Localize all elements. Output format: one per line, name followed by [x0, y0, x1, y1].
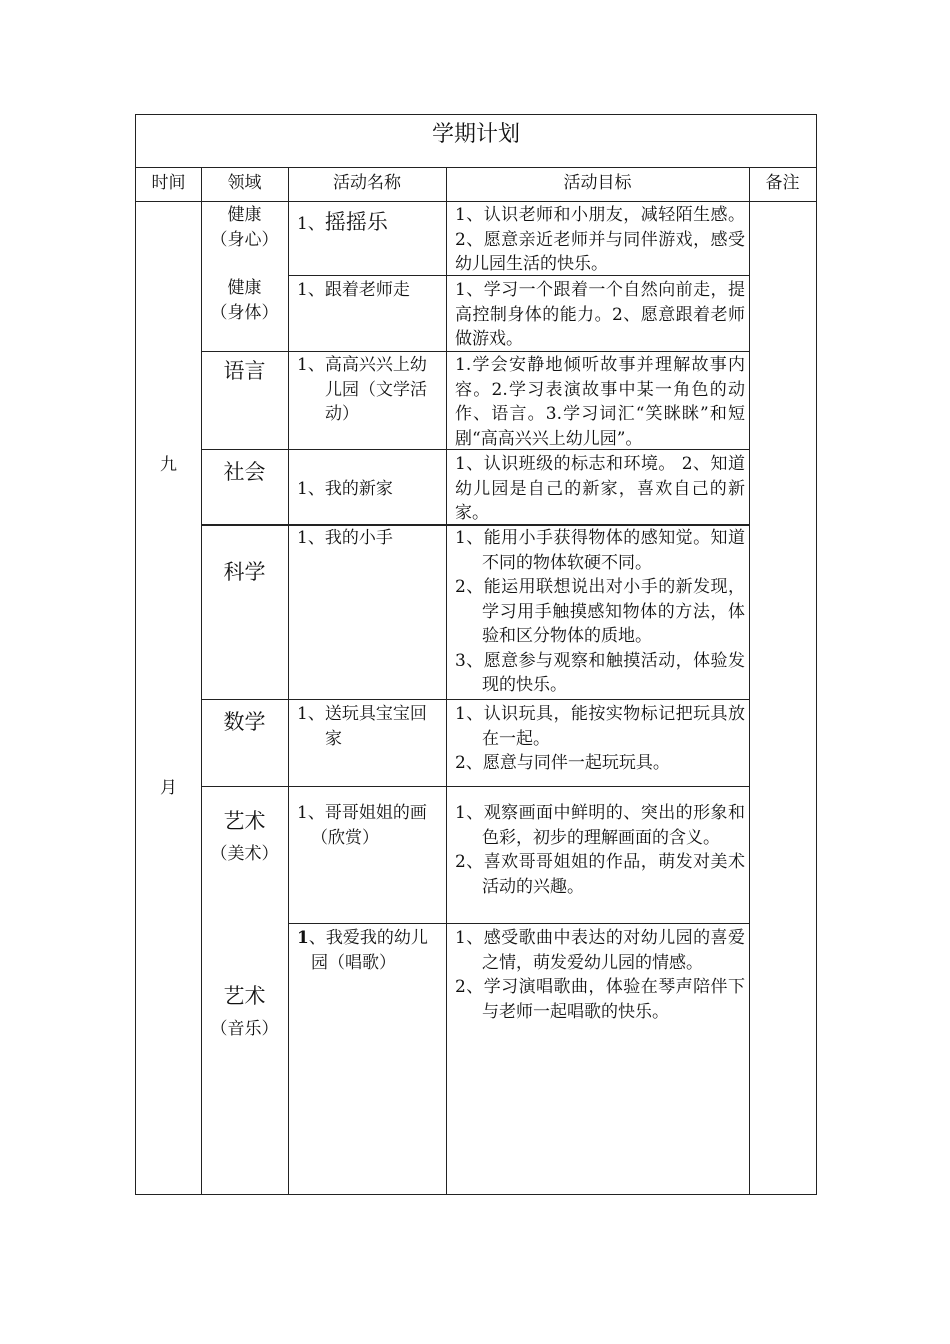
- activity-name: 1、跟着老师走: [297, 280, 410, 300]
- domain-art-fine: [201, 809, 288, 866]
- goal-item: 2、能运用联想说出对小手的新发现，学习用手触摸感知物体的方法，体验和区分物体的质地。: [455, 577, 745, 646]
- domain-science: 科学: [223, 560, 266, 584]
- header-domain: 领域: [227, 173, 262, 193]
- goals-row-2: [446, 278, 749, 352]
- goal-item: 2、喜欢哥哥姐姐的作品，萌发对美术活动的兴趣。: [455, 852, 745, 897]
- domain-health-body: [201, 276, 288, 325]
- domain-sub-label: （身体）: [210, 302, 279, 323]
- goals-row-3: [446, 353, 749, 451]
- activity-name: 1、哥哥姐姐的画（欣赏）: [297, 803, 427, 848]
- activity-name: 1、送玩具宝宝回家: [297, 704, 427, 749]
- domain-label: 健康: [227, 205, 262, 225]
- activity-name: 1、我的小手: [297, 528, 393, 548]
- domain-art-music: [201, 984, 288, 1041]
- activity-name: 1、高高兴兴上幼儿园（文学活动）: [297, 355, 427, 424]
- goals-row-1: [446, 203, 749, 277]
- goal-item: 1、能用小手获得物体的感知觉。知道不同的物体软硬不同。: [455, 528, 745, 573]
- row-rule-5: [201, 699, 749, 700]
- col-rule-domain: [288, 167, 289, 1194]
- domain-society: 社会: [223, 460, 266, 484]
- activity-row-2: [288, 278, 446, 303]
- goal-item: 1、观察画面中鲜明的、突出的形象和色彩，初步的理解画面的含义。: [455, 803, 745, 848]
- activity-row-1: [288, 210, 446, 237]
- domain-sub-label: （音乐）: [210, 1018, 279, 1039]
- goal-item: 1、认识玩具，能按实物标记把玩具放在一起。: [455, 704, 745, 749]
- col-rule-goals: [749, 167, 750, 1194]
- domain-math: 数学: [223, 710, 266, 734]
- activity-name: 1、我的新家: [297, 479, 393, 499]
- goal-item: 1、认识班级的标志和环境。 2、知道幼儿园是自己的新家，喜欢自己的新家。: [455, 454, 745, 523]
- activity-row-4: [288, 477, 446, 502]
- header-activity: 活动名称: [333, 173, 401, 193]
- domain-label: 健康: [227, 278, 262, 298]
- goals-row-4: [446, 452, 749, 526]
- activity-row-7: [288, 801, 446, 850]
- activity-row-5: [288, 526, 446, 551]
- goal-item: 3、愿意参与观察和触摸活动，体验发现的快乐。: [455, 650, 745, 695]
- activity-name: 摇摇乐: [324, 210, 388, 234]
- goal-item: 1.学会安静地倾听故事并理解故事内容。2.学习表演故事中某一角色的动作、语言。3.学习词汇“笑眯眯”和短剧“高高兴兴上幼儿园”。: [455, 355, 745, 449]
- activity-number: 1: [297, 928, 309, 948]
- row-rule-7: [288, 923, 749, 924]
- goal-item: 1、认识老师和小朋友，减轻陌生感。 2、愿意亲近老师并与同伴游戏，感受幼儿园生活的快乐。: [455, 205, 745, 274]
- rule-under-title: [136, 167, 816, 168]
- header-notes: 备注: [765, 173, 800, 193]
- activity-number: 1、: [297, 214, 325, 234]
- domain-sub-label: （身心）: [210, 229, 279, 250]
- activity-name: 、我爱我的幼儿园（唱歌）: [308, 928, 428, 973]
- activity-row-6: [288, 702, 446, 751]
- semester-plan-table: [135, 114, 817, 1195]
- domain-label: 艺术: [223, 984, 266, 1008]
- row-rule-6: [201, 786, 749, 787]
- page-title: 学期计划: [431, 122, 520, 147]
- header-goals: 活动目标: [563, 173, 632, 193]
- goals-row-5: [446, 526, 749, 698]
- domain-sub-label: （美术）: [210, 843, 279, 864]
- domain-label: 艺术: [223, 809, 266, 833]
- header-time: 时间: [151, 173, 186, 193]
- rule-under-header: [136, 201, 816, 202]
- activity-row-8: [288, 926, 446, 975]
- goal-item: 2、学习演唱歌曲，体验在琴声陪伴下与老师一起唱歌的快乐。: [455, 977, 745, 1022]
- goal-item: 1、学习一个跟着一个自然向前走，提高控制身体的能力。2、愿意跟着老师做游戏。: [455, 280, 745, 349]
- domain-health-mind: [201, 203, 288, 252]
- domain-language: 语言: [223, 359, 266, 383]
- goals-row-6: [446, 702, 749, 776]
- goals-row-8: [446, 926, 749, 1024]
- activity-row-3: [288, 353, 446, 427]
- goals-row-7: [446, 801, 749, 899]
- month-unit: 月: [160, 778, 177, 798]
- month-number: 九: [160, 455, 177, 475]
- goal-item: 2、愿意与同伴一起玩玩具。: [455, 753, 670, 773]
- goal-item: 1、感受歌曲中表达的对幼儿园的喜爱之情，萌发爱幼儿园的情感。: [455, 928, 745, 973]
